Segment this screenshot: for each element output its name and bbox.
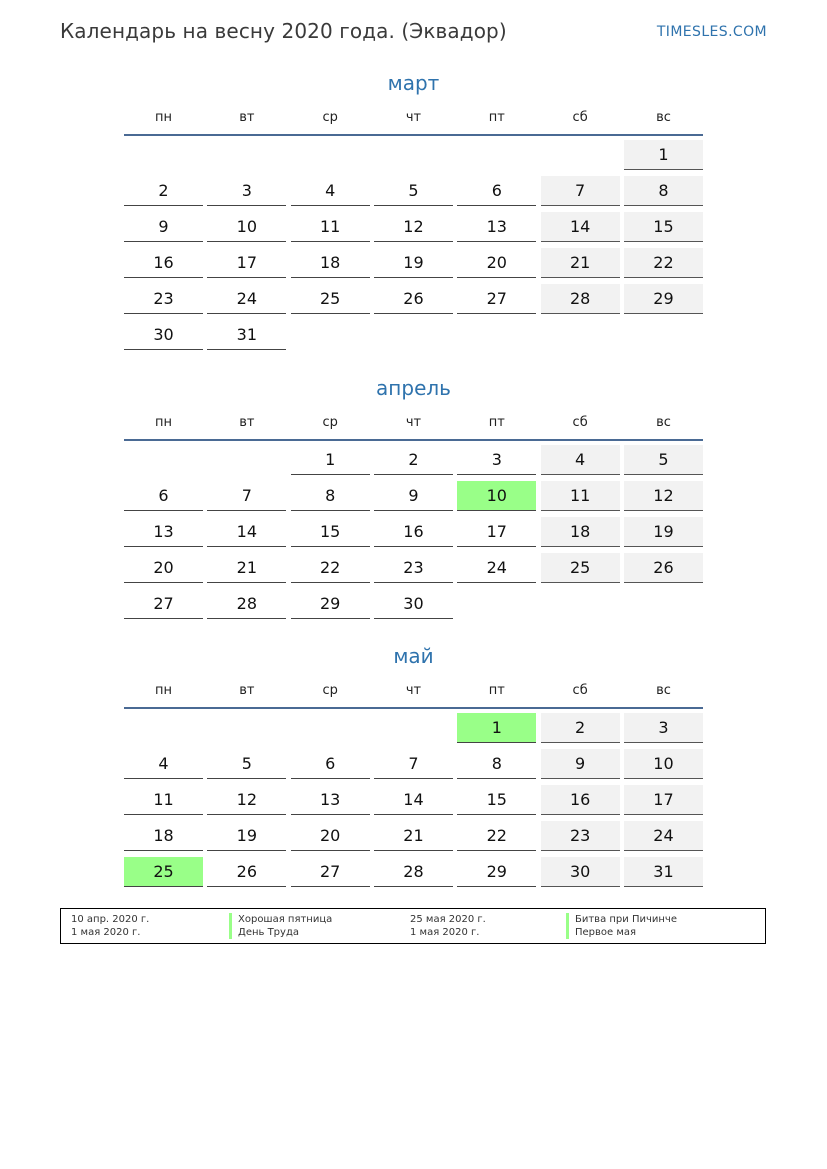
weekend-day-cell: 22 bbox=[624, 248, 703, 278]
day-grid bbox=[124, 713, 703, 893]
weekday-header bbox=[124, 673, 703, 709]
holiday-day-cell: 25 bbox=[124, 857, 203, 887]
day-cell: 20 bbox=[124, 553, 203, 583]
empty-cell bbox=[124, 713, 203, 743]
day-cell: 20 bbox=[291, 821, 370, 851]
day-cell: 23 bbox=[124, 284, 203, 314]
weekday-label: вс bbox=[656, 109, 671, 125]
day-cell: 3 bbox=[457, 445, 536, 475]
day-cell: 8 bbox=[457, 749, 536, 779]
day-cell: 21 bbox=[374, 821, 453, 851]
day-cell: 13 bbox=[457, 212, 536, 242]
day-cell: 7 bbox=[207, 481, 286, 511]
weekend-day-cell: 8 bbox=[624, 176, 703, 206]
day-cell: 6 bbox=[291, 749, 370, 779]
weekend-day-cell: 24 bbox=[624, 821, 703, 851]
holiday-day-cell: 1 bbox=[457, 713, 536, 743]
weekend-day-cell: 21 bbox=[541, 248, 620, 278]
weekend-day-cell: 16 bbox=[541, 785, 620, 815]
weekday-label: пн bbox=[155, 414, 172, 430]
day-cell: 22 bbox=[291, 553, 370, 583]
weekday-label: сб bbox=[572, 414, 588, 430]
month-title: март bbox=[387, 71, 440, 95]
day-cell: 19 bbox=[374, 248, 453, 278]
day-cell: 1 bbox=[291, 445, 370, 475]
day-cell: 27 bbox=[291, 857, 370, 887]
day-cell: 9 bbox=[374, 481, 453, 511]
day-cell: 6 bbox=[457, 176, 536, 206]
day-cell: 28 bbox=[374, 857, 453, 887]
day-cell: 10 bbox=[207, 212, 286, 242]
weekend-day-cell: 5 bbox=[624, 445, 703, 475]
weekday-label: чт bbox=[405, 414, 422, 430]
weekday-label: вс bbox=[656, 414, 671, 430]
weekday-label: пн bbox=[155, 682, 172, 698]
weekday-label: вт bbox=[239, 414, 255, 430]
day-cell: 2 bbox=[374, 445, 453, 475]
weekend-day-cell: 4 bbox=[541, 445, 620, 475]
weekend-day-cell: 26 bbox=[624, 553, 703, 583]
weekend-day-cell: 17 bbox=[624, 785, 703, 815]
weekday-label: вт bbox=[239, 682, 255, 698]
day-cell: 18 bbox=[124, 821, 203, 851]
day-cell: 31 bbox=[207, 320, 286, 350]
day-cell: 27 bbox=[457, 284, 536, 314]
weekday-header bbox=[124, 100, 703, 136]
weekday-label: пт bbox=[488, 682, 505, 698]
legend-date: 1 мая 2020 г. bbox=[410, 927, 480, 938]
legend-date: 1 мая 2020 г. bbox=[71, 927, 141, 938]
weekday-label: вс bbox=[656, 682, 671, 698]
weekend-day-cell: 10 bbox=[624, 749, 703, 779]
day-cell: 20 bbox=[457, 248, 536, 278]
weekend-day-cell: 14 bbox=[541, 212, 620, 242]
day-cell: 29 bbox=[291, 589, 370, 619]
legend-date: 10 апр. 2020 г. bbox=[71, 914, 150, 925]
day-cell: 14 bbox=[374, 785, 453, 815]
weekend-day-cell: 7 bbox=[541, 176, 620, 206]
day-cell: 15 bbox=[291, 517, 370, 547]
day-cell: 8 bbox=[291, 481, 370, 511]
weekend-day-cell: 18 bbox=[541, 517, 620, 547]
empty-cell bbox=[291, 140, 370, 170]
day-cell: 9 bbox=[124, 212, 203, 242]
day-cell: 3 bbox=[207, 176, 286, 206]
empty-cell bbox=[374, 140, 453, 170]
month-title: май bbox=[393, 644, 434, 668]
day-cell: 4 bbox=[291, 176, 370, 206]
empty-cell bbox=[291, 713, 370, 743]
weekend-day-cell: 29 bbox=[624, 284, 703, 314]
day-cell: 26 bbox=[374, 284, 453, 314]
month-april bbox=[124, 373, 703, 625]
day-cell: 2 bbox=[124, 176, 203, 206]
weekend-day-cell: 2 bbox=[541, 713, 620, 743]
weekend-day-cell: 31 bbox=[624, 857, 703, 887]
day-grid bbox=[124, 140, 703, 356]
legend-date: 25 мая 2020 г. bbox=[410, 914, 486, 925]
legend-holiday-name: День Труда bbox=[229, 926, 299, 939]
page-title: Календарь на весну 2020 года. (Эквадор) bbox=[60, 19, 507, 43]
weekend-day-cell: 25 bbox=[541, 553, 620, 583]
weekday-label: пт bbox=[488, 414, 505, 430]
weekday-label: пн bbox=[155, 109, 172, 125]
day-cell: 21 bbox=[207, 553, 286, 583]
empty-cell bbox=[457, 140, 536, 170]
day-cell: 27 bbox=[124, 589, 203, 619]
day-cell: 13 bbox=[291, 785, 370, 815]
day-cell: 11 bbox=[291, 212, 370, 242]
weekday-label: ср bbox=[322, 109, 338, 125]
weekday-label: ср bbox=[322, 682, 338, 698]
weekday-header bbox=[124, 405, 703, 441]
day-cell: 17 bbox=[207, 248, 286, 278]
weekday-label: ср bbox=[322, 414, 338, 430]
empty-cell bbox=[207, 445, 286, 475]
day-cell: 4 bbox=[124, 749, 203, 779]
weekend-day-cell: 15 bbox=[624, 212, 703, 242]
day-cell: 22 bbox=[457, 821, 536, 851]
day-cell: 18 bbox=[291, 248, 370, 278]
empty-cell bbox=[124, 445, 203, 475]
day-cell: 25 bbox=[291, 284, 370, 314]
weekday-label: сб bbox=[572, 109, 588, 125]
day-cell: 12 bbox=[207, 785, 286, 815]
day-cell: 29 bbox=[457, 857, 536, 887]
day-grid bbox=[124, 445, 703, 625]
weekday-label: пт bbox=[488, 109, 505, 125]
weekday-label: вт bbox=[239, 109, 255, 125]
day-cell: 24 bbox=[207, 284, 286, 314]
day-cell: 17 bbox=[457, 517, 536, 547]
day-cell: 28 bbox=[207, 589, 286, 619]
day-cell: 15 bbox=[457, 785, 536, 815]
day-cell: 23 bbox=[374, 553, 453, 583]
empty-cell bbox=[207, 140, 286, 170]
weekend-day-cell: 3 bbox=[624, 713, 703, 743]
weekend-day-cell: 9 bbox=[541, 749, 620, 779]
weekday-label: сб bbox=[572, 682, 588, 698]
day-cell: 30 bbox=[374, 589, 453, 619]
empty-cell bbox=[207, 713, 286, 743]
day-cell: 12 bbox=[374, 212, 453, 242]
weekend-day-cell: 12 bbox=[624, 481, 703, 511]
day-cell: 14 bbox=[207, 517, 286, 547]
site-link[interactable]: TIMESLES.COM bbox=[656, 24, 767, 40]
day-cell: 16 bbox=[124, 248, 203, 278]
day-cell: 5 bbox=[374, 176, 453, 206]
weekend-day-cell: 11 bbox=[541, 481, 620, 511]
day-cell: 7 bbox=[374, 749, 453, 779]
empty-cell bbox=[541, 140, 620, 170]
day-cell: 26 bbox=[207, 857, 286, 887]
legend-holiday-name: Первое мая bbox=[566, 926, 636, 939]
month-march bbox=[124, 68, 703, 356]
day-cell: 6 bbox=[124, 481, 203, 511]
weekend-day-cell: 19 bbox=[624, 517, 703, 547]
weekday-label: чт bbox=[405, 109, 422, 125]
weekday-label: чт bbox=[405, 682, 422, 698]
legend-holiday-name: Битва при Пичинче bbox=[566, 913, 677, 926]
holiday-day-cell: 10 bbox=[457, 481, 536, 511]
month-title: апрель bbox=[376, 376, 451, 400]
legend-holiday-name: Хорошая пятница bbox=[229, 913, 332, 926]
day-cell: 16 bbox=[374, 517, 453, 547]
empty-cell bbox=[124, 140, 203, 170]
weekend-day-cell: 1 bbox=[624, 140, 703, 170]
empty-cell bbox=[374, 713, 453, 743]
weekend-day-cell: 30 bbox=[541, 857, 620, 887]
weekend-day-cell: 23 bbox=[541, 821, 620, 851]
weekend-day-cell: 28 bbox=[541, 284, 620, 314]
day-cell: 30 bbox=[124, 320, 203, 350]
day-cell: 13 bbox=[124, 517, 203, 547]
month-may bbox=[124, 641, 703, 893]
day-cell: 11 bbox=[124, 785, 203, 815]
holiday-legend bbox=[60, 908, 766, 944]
day-cell: 5 bbox=[207, 749, 286, 779]
day-cell: 19 bbox=[207, 821, 286, 851]
day-cell: 24 bbox=[457, 553, 536, 583]
